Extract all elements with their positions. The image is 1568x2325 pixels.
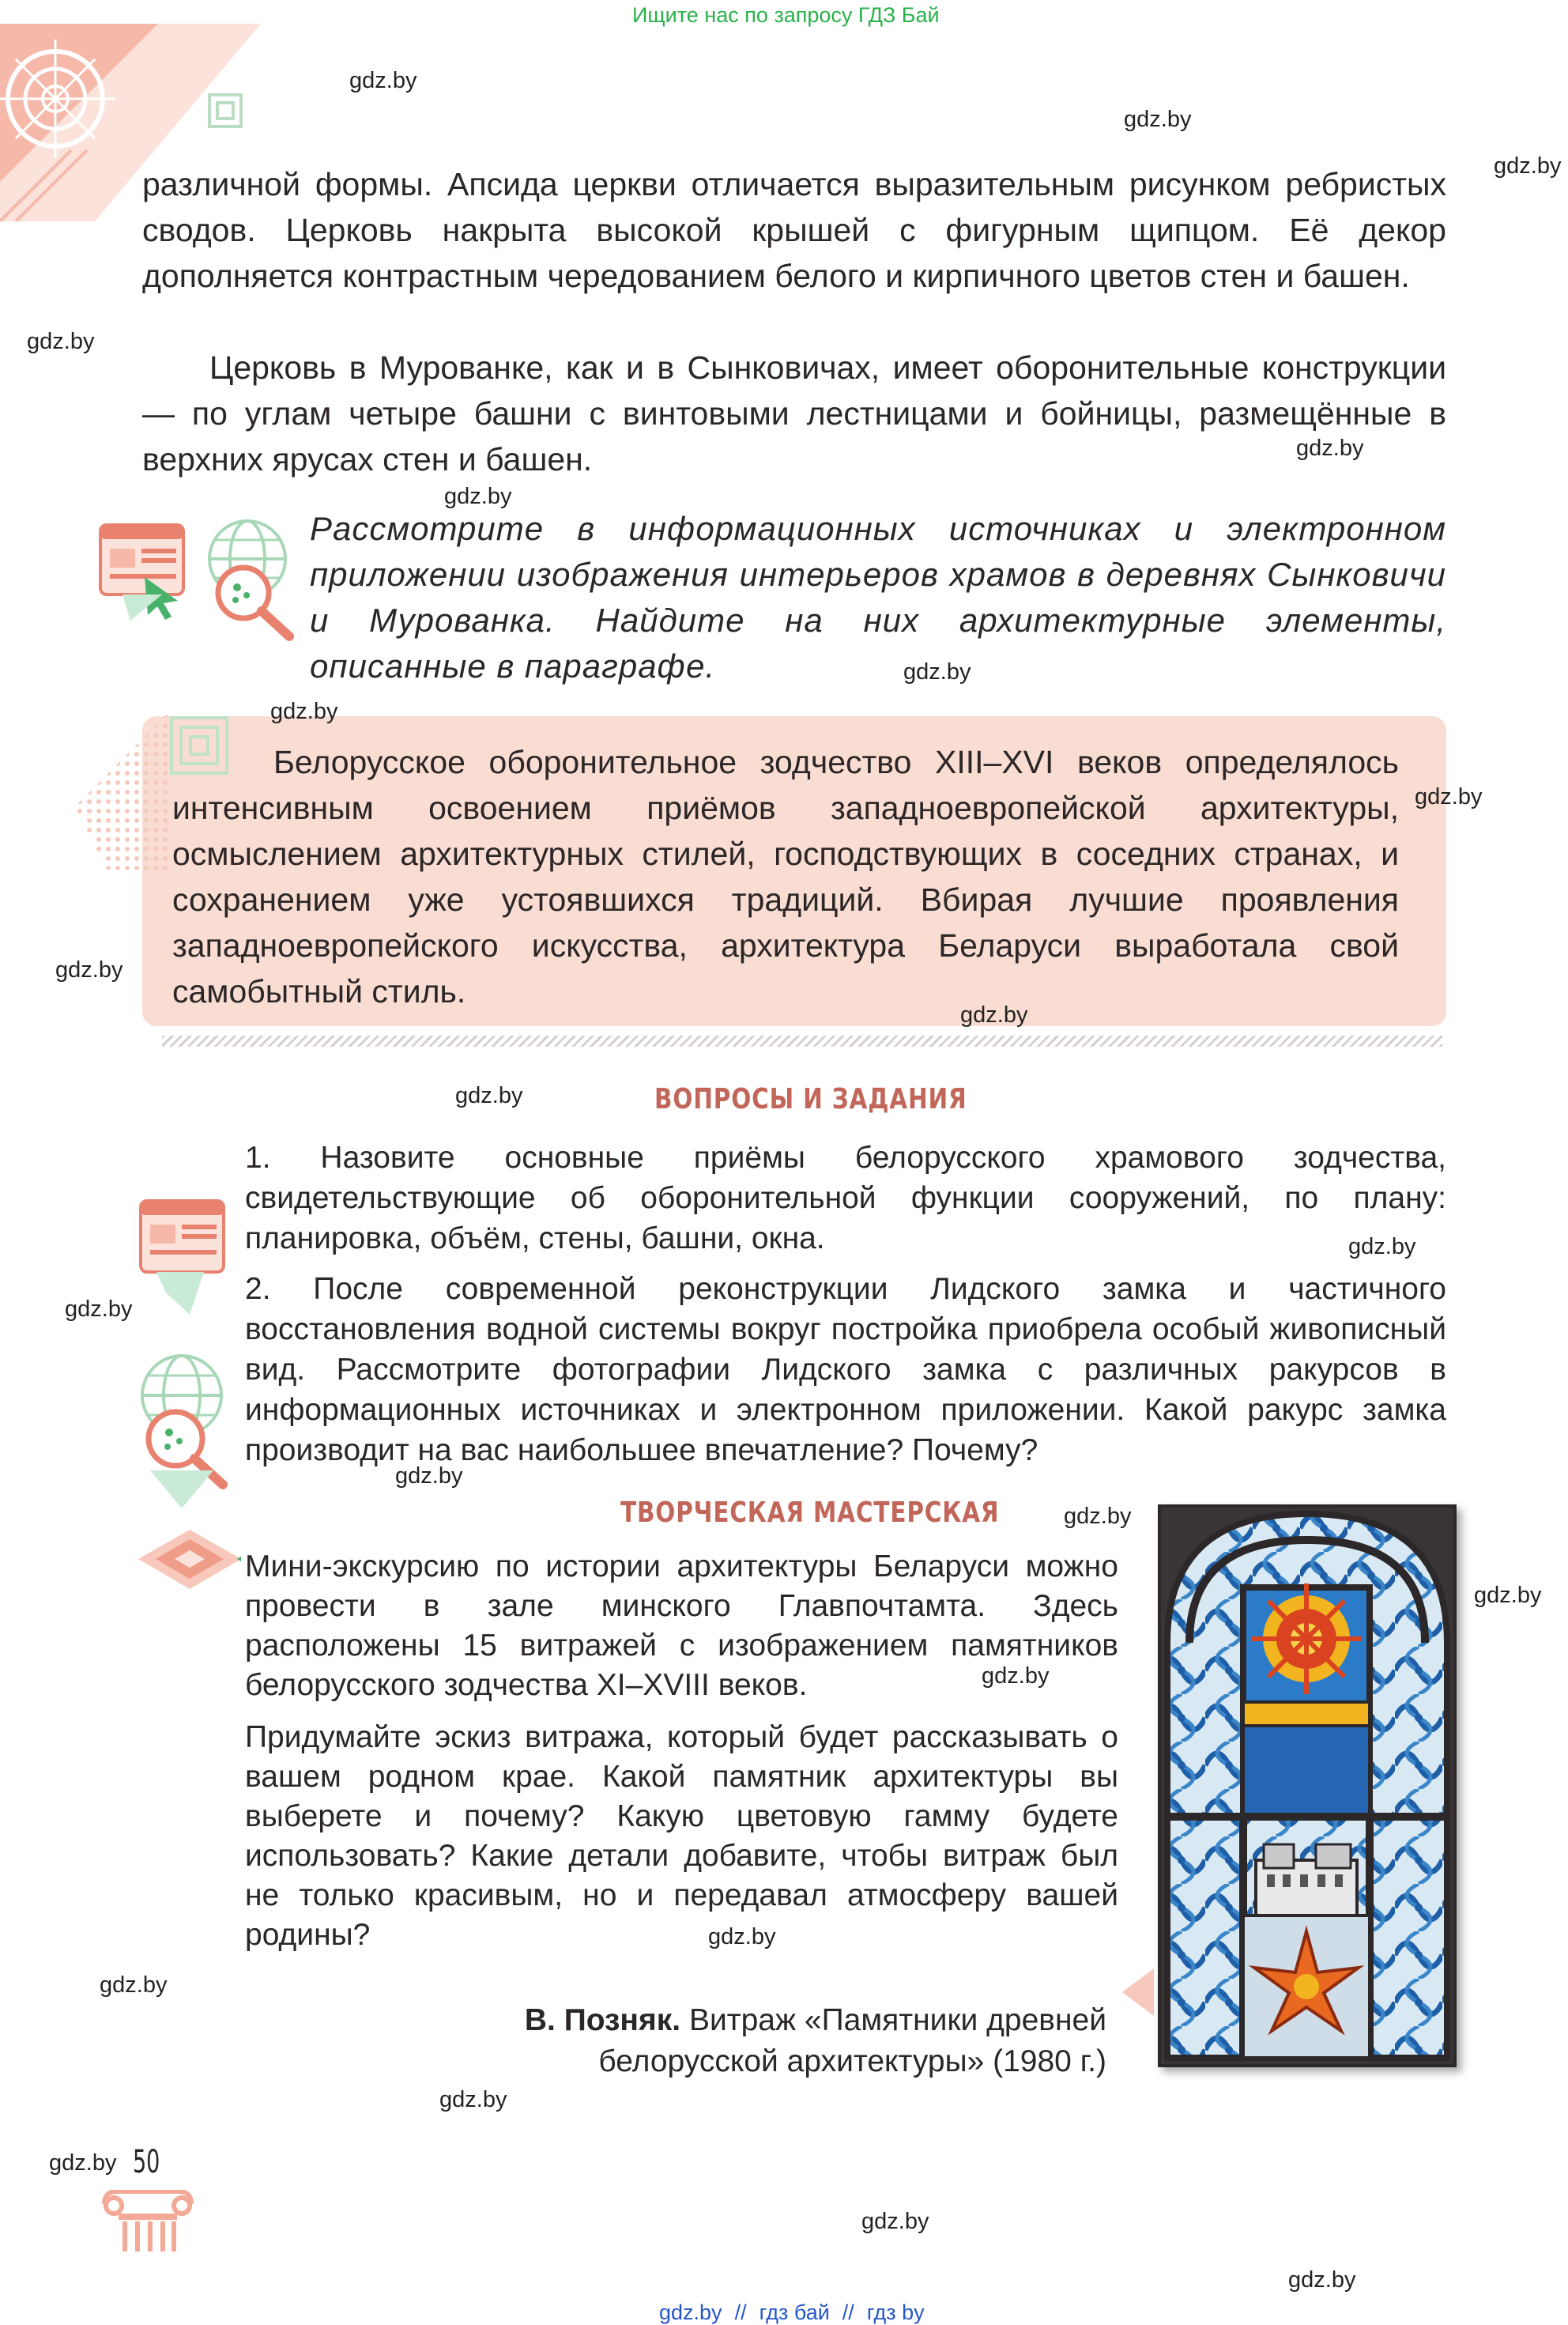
question-2: 2. После современной реконструкции Лидского замка и частичного восстановления водной системы вокруг постройка приобрела особый живописный вид. Рассмотрите фотографии Лидского замка с различных ракурсов в информационных источниках и электронном приложении. Какой ракурс замка производит на вас наибольшее впечатление? Почему? xyxy=(245,1272,1446,1467)
watermark: gdz.by xyxy=(1296,436,1364,461)
image-caption xyxy=(356,2000,1106,2082)
watermark: gdz.by xyxy=(708,1924,776,1949)
watermark: gdz.by xyxy=(100,1972,168,1998)
workshop-paragraph-2: Придумайте эскиз витража, который будет рассказывать о вашем родном крае. Какой памятник архитектуры вы выберете и почему? Какую цветовую гамму будете использовать? Какие детали добавите, чтобы витраж был не только красивым, но и передавал атмосферу вашей родины? xyxy=(245,1720,1118,1952)
watermark: gdz.by xyxy=(861,2209,929,2234)
summary-text: Белорусское оборонительное зодчество XIII–XVI веков определялось интенсивным освоением приёмов западноевропейской архитектуры, осмыслением архитектурных стилей, господствующих в соседних странах, и сохранением уже устоявшихся традиций. Вбирая лучшие проявления западноевропейского искусства, архитектура Беларуси выработала свой самобытный стиль. xyxy=(172,744,1399,1010)
top-banner[interactable]: Ищите нас по запросу ГДЗ Бай xyxy=(632,3,940,27)
link-gdz-by-ru[interactable]: гдз by xyxy=(866,2300,925,2324)
watermark: gdz.by xyxy=(1474,1583,1542,1608)
globe-magnifier-icon xyxy=(134,1352,233,1510)
watermark: gdz.by xyxy=(1348,1234,1416,1259)
watermark: gdz.by xyxy=(270,699,338,724)
watermark: gdz.by xyxy=(55,957,123,983)
paragraph-2: Церковь в Мурованке, как и в Сынковичах, имеет оборонительные конструкции — по углам четыре башни с винтовыми лестницами и бойницы, размещённые в верхних ярусах стен и башен. xyxy=(142,349,1446,477)
watermark: gdz.by xyxy=(1124,107,1192,132)
document-cursor-icon xyxy=(99,522,190,621)
watermark: gdz.by xyxy=(903,659,971,685)
paragraph-1: различной формы. Апсида церкви отличается выразительным рисунком ребристых сводов. Церковь накрыта высокой крышей с фигурным щипцом. Её декор дополняется контрастным чередованием белого и кирпичного цветов стен и башен. xyxy=(142,166,1446,294)
workshop-title: ТВОРЧЕСКАЯ МАСТЕРСКАЯ xyxy=(620,1497,1000,1529)
caption-line-1: Витраж «Памятники древней xyxy=(688,2003,1106,2037)
question-1: 1. Назовите основные приёмы белорусского храмового зодчества, свидетельствующие об оборонительной функции сооружений, по плану: планировка, объём, стены, башни, окна. xyxy=(245,1141,1446,1255)
watermark: gdz.by xyxy=(395,1463,463,1489)
stained-glass-image xyxy=(1158,1504,1457,2067)
column-capital-icon xyxy=(96,2190,199,2253)
watermark: gdz.by xyxy=(439,2087,507,2112)
watermark: gdz.by xyxy=(49,2150,117,2176)
folk-ornament-icon xyxy=(138,1530,241,1589)
pointer-triangle xyxy=(1122,1968,1154,2016)
watermark: gdz.by xyxy=(982,1663,1050,1689)
workshop-paragraph-1: Мини-экскурсию по истории архитектуры Беларуси можно провести в зале минского Главпочтамта. Здесь расположены 15 витражей с изображением памятников белорусского зодчества XI–XVIII веков. xyxy=(245,1549,1118,1702)
watermark: gdz.by xyxy=(1288,2267,1356,2293)
bottom-links xyxy=(653,2300,931,2325)
watermark: gdz.by xyxy=(349,68,417,93)
questions-title: ВОПРОСЫ И ЗАДАНИЯ xyxy=(654,1083,967,1115)
document-cursor-icon xyxy=(134,1198,229,1316)
hatch-divider xyxy=(162,1036,1442,1047)
link-separator: // xyxy=(842,2300,854,2324)
caption-line-2: белорусской архитектуры» (1980 г.) xyxy=(598,2044,1106,2078)
watermark: gdz.by xyxy=(444,484,512,509)
page-number: 50 xyxy=(133,2144,160,2180)
link-gdz-bai[interactable]: гдз бай xyxy=(759,2300,830,2324)
watermark: gdz.by xyxy=(1415,784,1483,810)
watermark: gdz.by xyxy=(27,329,95,354)
caption-author: В. Позняк. xyxy=(524,2003,681,2037)
watermark: gdz.by xyxy=(1064,1504,1132,1529)
task-italic: Рассмотрите в информационных источниках и электронном приложении изображения интерьеров храмов в деревнях Сынковичи и Мурованка. Найдите на них архитектурные элементы, описанные в параграфе. xyxy=(310,510,1446,685)
link-gdz-by[interactable]: gdz.by xyxy=(659,2300,722,2324)
watermark: gdz.by xyxy=(455,1083,523,1108)
link-separator: // xyxy=(734,2300,747,2324)
watermark: gdz.by xyxy=(65,1296,133,1322)
watermark: gdz.by xyxy=(960,1002,1028,1028)
globe-magnifier-icon xyxy=(204,518,299,644)
watermark: gdz.by xyxy=(1494,153,1562,179)
